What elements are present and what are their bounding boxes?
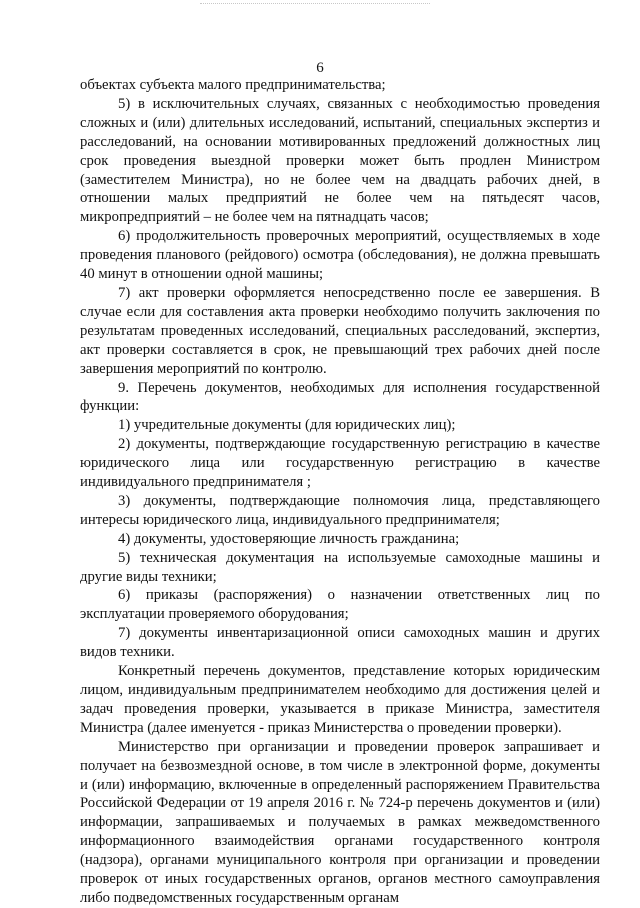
paragraph: Министерство при организации и проведении проверок запрашивает и получает на безвозмездной основе, в том числе в электронной форме, документы и (или) информацию, включенные в определенный распоряжением Правительства Российской Федерации от 19 апреля 2016 г. № 724-р перечень документов и (или) информации, запрашиваемых и получаемых в рамках межведомственного информационного взаимодействия органами государственного контроля (надзора), органами муниципального контроля при организации и проведении проверок от иных государственных органов, органов местного самоуправления либо подведомственных государственным органам [80,738,600,906]
document-body [80,76,600,908]
scan-header-mark [200,3,430,6]
paragraph: 9. Перечень документов, необходимых для исполнения государственной функции: [80,379,600,415]
paragraph: Конкретный перечень документов, представление которых юридическим лицом, индивидуальным предпринимателем необходимо для достижения целей и задач проведения проверки, указывается в приказе Министра, заместителя Министра (далее именуется - приказ Министерства о проведении проверки). [80,663,600,736]
paragraph: 5) в исключительных случаях, связанных с необходимостью проведения сложных и (или) длительных исследований, испытаний, специальных экспертиз и расследований, на основании мотивированных предложений должностных лиц срок проведения выездной проверки может быть продлен Министром (заместителем Министра), но не более чем на двадцать рабочих дней, в отношении малых предприятий не более чем на пятьдесят часов, микропредприятий – не более чем на пятнадцать часов; [80,95,600,226]
paragraph: 1) учредительные документы (для юридических лиц); [118,417,456,434]
paragraph: 2) документы, подтверждающие государственную регистрацию в качестве юридического лица или государственную регистрацию в качестве индивидуального предпринимателя ; [80,436,600,491]
paragraph: 4) документы, удостоверяющие личность гражданина; [118,530,460,547]
paragraph: 7) документы инвентаризационной описи самоходных машин и других видов техники. [80,625,600,661]
page-number: 6 [316,60,324,76]
paragraph: 6) приказы (распоряжения) о назначении ответственных лиц по эксплуатации проверяемого оборудования; [80,587,600,623]
paragraph: 7) акт проверки оформляется непосредственно после ее завершения. В случае если для составления акта проверки необходимо получить заключения по результатам проведенных исследований, специальных расследований, экспертиз, акт проверки составляется в срок, не превышающий трех рабочих дней после завершения мероприятий по контролю. [80,284,600,377]
paragraph: 3) документы, подтверждающие полномочия лица, представляющего интересы юридического лица, индивидуального предпринимателя; [80,492,600,528]
paragraph: 6) продолжительность проверочных мероприятий, осуществляемых в ходе проведения планового (рейдового) осмотра (обследования), не должна превышать 40 минут в отношении одной машины; [80,228,600,283]
paragraph: 5) техническая документация на используемые самоходные машины и другие виды техники; [80,549,600,585]
paragraph: объектах субъекта малого предпринимательства; [80,77,386,93]
